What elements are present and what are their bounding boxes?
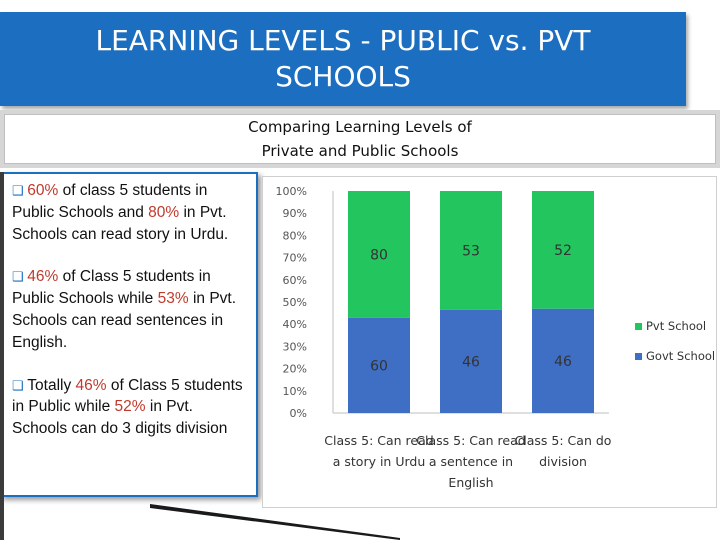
y-tick-label: 90% [282, 207, 307, 221]
y-tick-label: 10% [282, 384, 307, 398]
legend-swatch-pvt [635, 323, 642, 330]
bullet-text: of class 5 students in Public Schools and [12, 182, 208, 221]
chart-subtitle [248, 115, 472, 163]
x-tick-label: a sentence in [428, 454, 514, 469]
chart-frame [262, 176, 717, 508]
legend-label-pvt: Pvt School [646, 319, 707, 333]
decorative-stroke-shape [150, 504, 400, 540]
title-banner [0, 12, 686, 106]
bullet-text: Totally [27, 376, 76, 394]
y-tick-label: 0% [289, 407, 307, 420]
page-title: LEARNING LEVELS - PUBLIC vs. PVT SCHOOLS [95, 24, 591, 93]
highlight-percent: 46% [27, 268, 59, 286]
y-tick-label: 50% [282, 296, 307, 309]
legend-swatch-govt [635, 353, 642, 360]
checkbox-bullet-icon: ❑ [12, 377, 28, 393]
bullet-text: of Class 5 students in Public Schools while [12, 268, 211, 308]
stacked-bar-chart [263, 177, 716, 507]
bullet-item [12, 375, 252, 440]
y-tick-label: 60% [282, 273, 307, 287]
y-tick-label: 70% [282, 251, 307, 265]
bullet-list [12, 180, 252, 461]
panel-accent-bar [0, 172, 4, 540]
bullet-text: in Pvt. Schools can read story in Urdu. [12, 203, 229, 243]
y-tick-label: 80% [282, 229, 307, 243]
y-tick-label: 100% [275, 185, 307, 198]
data-label-govt: 60 [370, 358, 388, 375]
highlight-percent: 60% [27, 182, 59, 199]
data-label-pvt: 80 [370, 247, 388, 264]
x-tick-label: a story in Urdu [332, 454, 426, 469]
highlight-percent: 52% [114, 398, 146, 416]
subtitle-box [0, 110, 720, 168]
y-tick-label: 40% [282, 318, 307, 332]
highlight-percent: 46% [75, 376, 107, 394]
x-tick-label: Class 5: Can do [514, 433, 612, 448]
subtitle-line-1: Comparing Learning Levels of [248, 118, 472, 136]
legend-label-govt: Govt School [646, 349, 716, 363]
bullet-text: in Pvt. Schools can read sentences in English. [12, 290, 237, 351]
highlight-percent: 53% [157, 290, 189, 308]
bullet-item [12, 266, 252, 353]
x-tick-label: Class 5: Can read [416, 433, 526, 448]
data-label-pvt: 52 [554, 242, 572, 259]
subtitle-inner [4, 114, 716, 164]
subtitle-line-2: Private and Public Schools [261, 142, 459, 160]
checkbox-bullet-icon: ❑ [12, 269, 28, 285]
data-label-govt: 46 [554, 353, 572, 370]
decorative-stroke [150, 492, 400, 540]
data-label-pvt: 53 [462, 243, 480, 260]
x-tick-label: English [448, 475, 494, 490]
x-tick-label: Class 5: Can read [324, 433, 434, 448]
highlight-percent: 80% [148, 203, 180, 221]
x-tick-label: division [539, 454, 587, 469]
bullet-item [12, 180, 252, 245]
checkbox-bullet-icon: ❑ [12, 183, 28, 198]
data-label-govt: 46 [462, 354, 480, 371]
y-tick-label: 30% [282, 340, 307, 354]
bullet-text: in Pvt. Schools can do 3 digits division [12, 398, 228, 438]
bullet-text: of Class 5 students in Public while [12, 376, 243, 416]
y-tick-label: 20% [282, 362, 307, 376]
